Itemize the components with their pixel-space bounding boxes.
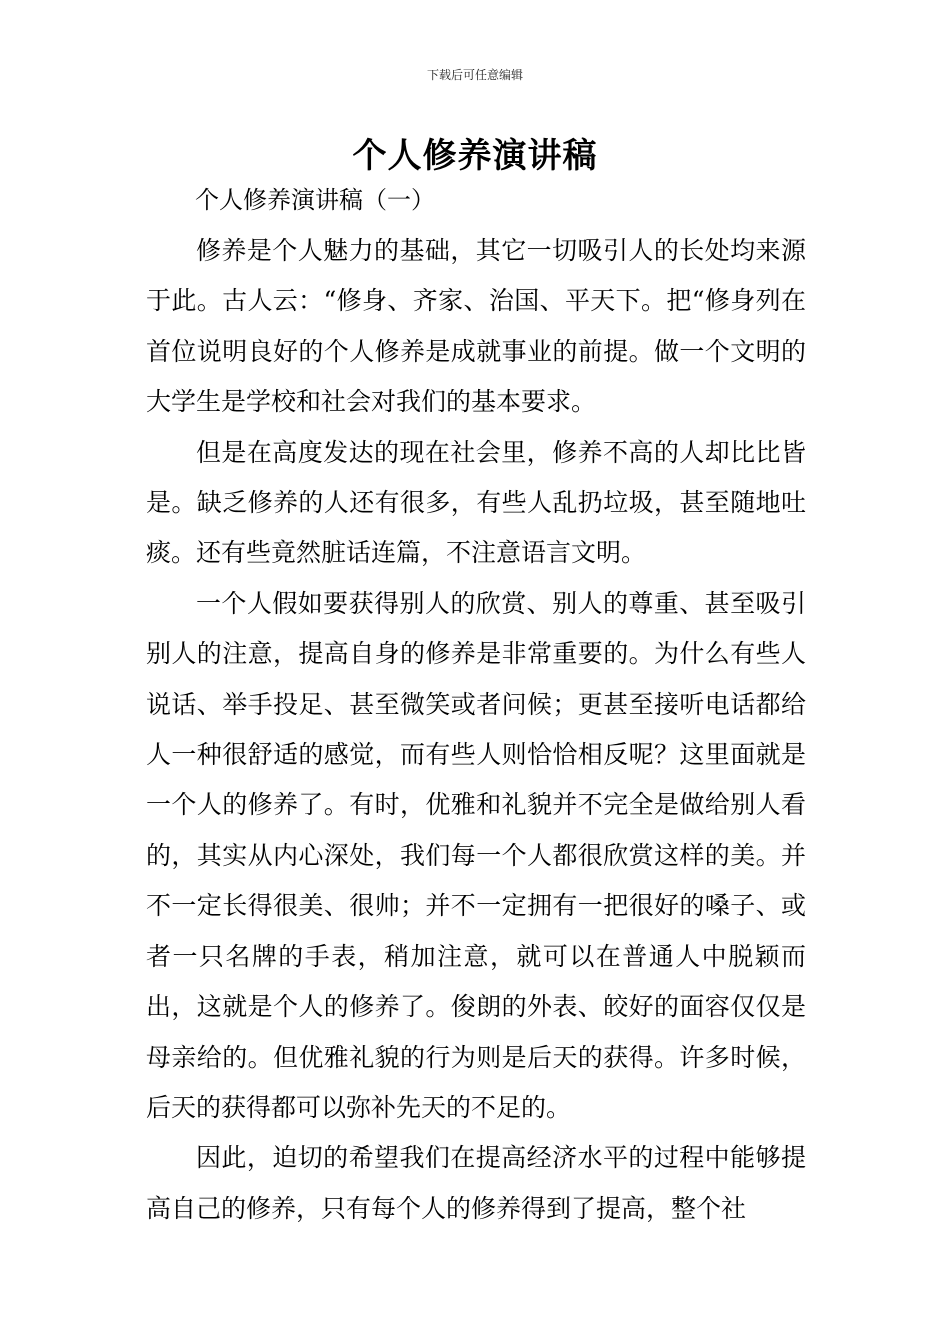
document-body xyxy=(146,226,806,1234)
paragraph-3: 一个人假如要获得别人的欣赏、别人的尊重、甚至吸引别人的注意，提高自身的修养是非常重要的。为什么有些人说话、举手投足、甚至微笑或者问候；更甚至接听电话都给人一种很舒适的感觉，而有些人则恰恰相反呢？这里面就是一个人的修养了。有时，优雅和礼貌并不完全是做给别人看的，其实从内心深处，我们每一个人都很欣赏这样的美。并不一定长得很美、很帅；并不一定拥有一把很好的嗓子、或者一只名牌的手表，稍加注意，就可以在普通人中脱颖而出，这就是个人的修养了。俊朗的外表、皎好的面容仅仅是母亲给的。但优雅礼貌的行为则是后天的获得。许多时候，后天的获得都可以弥补先天的不足的。 xyxy=(146,588,806,1122)
header-note: 下载后可任意编辑 xyxy=(426,68,523,82)
paragraph-1: 修养是个人魅力的基础，其它一切吸引人的长处均来源于此。古人云：“修身、齐家、治国、平天下。把“修身列在首位说明良好的个人修养是成就事业的前提。做一个文明的大学生是学校和社会对我们的基本要求。 xyxy=(146,236,806,417)
paragraph-4: 因此，迫切的希望我们在提高经济水平的过程中能够提高自己的修养，只有每个人的修养得到了提高，整个社 xyxy=(146,1143,806,1223)
document-title: 个人修养演讲稿 xyxy=(352,136,598,176)
section-heading: 个人修养演讲稿（一） xyxy=(195,186,435,214)
paragraph-2: 但是在高度发达的现在社会里，修养不高的人却比比皆是。缺乏修养的人还有很多，有些人乱扔垃圾，甚至随地吐痰。还有些竟然脏话连篇，不注意语言文明。 xyxy=(146,437,806,568)
